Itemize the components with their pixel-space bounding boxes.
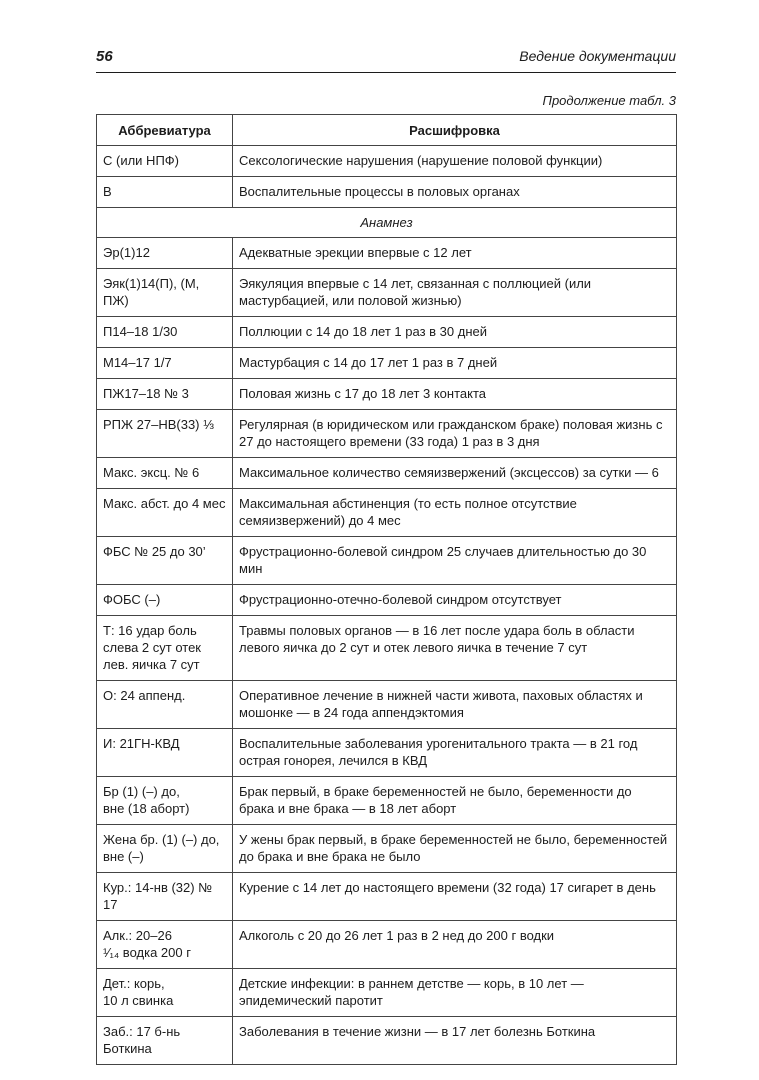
table-row xyxy=(97,729,677,777)
table-row xyxy=(97,873,677,921)
abbreviation-cell: Алк.: 20–26 ¹⁄₁₄ водка 200 г xyxy=(97,921,233,969)
table-row xyxy=(97,146,677,177)
meaning-cell: Регулярная (в юридическом или гражданском браке) половая жизнь с 27 до настоящего времени (33 года) 1 раз в 3 дня xyxy=(233,410,677,458)
meaning-cell: Половая жизнь с 17 до 18 лет 3 контакта xyxy=(233,379,677,410)
table-row xyxy=(97,379,677,410)
table-row xyxy=(97,921,677,969)
meaning-cell: Максимальное количество семяизвержений (эксцессов) за сутки — 6 xyxy=(233,458,677,489)
meaning-cell: Детские инфекции: в раннем детстве — корь, в 10 лет — эпидемический паротит xyxy=(233,969,677,1017)
table-row xyxy=(97,317,677,348)
section-row xyxy=(97,208,677,238)
meaning-cell: Мастурбация с 14 до 17 лет 1 раз в 7 дней xyxy=(233,348,677,379)
meaning-cell: Воспалительные процессы в половых органах xyxy=(233,177,677,208)
meaning-cell: Брак первый, в браке беременностей не было, беременности до брака и вне брака — в 18 лет аборт xyxy=(233,777,677,825)
meaning-cell: Эякуляция впервые с 14 лет, связанная с поллюцией (или мастурбацией, или половой жизнью) xyxy=(233,269,677,317)
meaning-cell: Заболевания в течение жизни — в 17 лет болезнь Боткина xyxy=(233,1017,677,1065)
table-row xyxy=(97,489,677,537)
table-row xyxy=(97,458,677,489)
table-row xyxy=(97,825,677,873)
abbreviation-cell: Макс. эксц. № 6 xyxy=(97,458,233,489)
abbreviation-cell: Эр(1)12 xyxy=(97,238,233,269)
meaning-cell: Алкоголь с 20 до 26 лет 1 раз в 2 нед до 200 г водки xyxy=(233,921,677,969)
abbreviation-cell: ФОБС (–) xyxy=(97,585,233,616)
abbreviation-cell: Дет.: корь, 10 л свинка xyxy=(97,969,233,1017)
section-title: Анамнез xyxy=(97,208,677,238)
meaning-cell: Курение с 14 лет до настоящего времени (32 года) 17 сигарет в день xyxy=(233,873,677,921)
abbreviation-cell: ФБС № 25 до 30’ xyxy=(97,537,233,585)
column-header-abbreviation: Аббревиатура xyxy=(97,115,233,146)
column-header-meaning: Расшифровка xyxy=(233,115,677,146)
abbreviation-cell: П14–18 1/30 xyxy=(97,317,233,348)
table-row xyxy=(97,348,677,379)
abbreviation-cell: Эяк(1)14(П), (М, ПЖ) xyxy=(97,269,233,317)
meaning-cell: Фрустрационно-отечно-болевой синдром отсутствует xyxy=(233,585,677,616)
abbreviation-cell: О: 24 аппенд. xyxy=(97,681,233,729)
table-row xyxy=(97,969,677,1017)
abbreviation-cell: Заб.: 17 б-нь Боткина xyxy=(97,1017,233,1065)
running-title: Ведение документации xyxy=(519,48,676,64)
meaning-cell: Адекватные эрекции впервые с 12 лет xyxy=(233,238,677,269)
table-row xyxy=(97,681,677,729)
header-rule xyxy=(96,72,676,73)
abbreviation-cell: И: 21ГН-КВД xyxy=(97,729,233,777)
abbreviation-table xyxy=(96,114,677,1065)
table-row xyxy=(97,537,677,585)
page-number: 56 xyxy=(96,48,113,65)
table-row xyxy=(97,585,677,616)
table-row xyxy=(97,177,677,208)
abbreviation-cell: Жена бр. (1) (–) до, вне (–) xyxy=(97,825,233,873)
meaning-cell: Максимальная абстиненция (то есть полное отсутствие семяизвержений) до 4 мес xyxy=(233,489,677,537)
table-row xyxy=(97,777,677,825)
table-row xyxy=(97,616,677,681)
table-row xyxy=(97,238,677,269)
abbreviation-cell: С (или НПФ) xyxy=(97,146,233,177)
meaning-cell: Фрустрационно-болевой синдром 25 случаев длительностью до 30 мин xyxy=(233,537,677,585)
meaning-cell: Поллюции с 14 до 18 лет 1 раз в 30 дней xyxy=(233,317,677,348)
table-row xyxy=(97,269,677,317)
abbreviation-cell: Кур.: 14-нв (32) № 17 xyxy=(97,873,233,921)
table-header-row xyxy=(97,115,677,146)
abbreviation-cell: РПЖ 27–НВ(33) ⅓ xyxy=(97,410,233,458)
meaning-cell: Травмы половых органов — в 16 лет после удара боль в области левого яичка до 2 сут и отек левого яичка в течение 7 сут xyxy=(233,616,677,681)
meaning-cell: Воспалительные заболевания урогенитального тракта — в 21 год острая гонорея, лечился в КВД xyxy=(233,729,677,777)
table-continuation-label: Продолжение табл. 3 xyxy=(542,93,676,108)
abbreviation-cell: ПЖ17–18 № 3 xyxy=(97,379,233,410)
abbreviation-cell: М14–17 1/7 xyxy=(97,348,233,379)
meaning-cell: У жены брак первый, в браке беременностей не было, беременностей до брака и вне брака не было xyxy=(233,825,677,873)
table-row xyxy=(97,410,677,458)
table-row xyxy=(97,1017,677,1065)
meaning-cell: Сексологические нарушения (нарушение половой функции) xyxy=(233,146,677,177)
abbreviation-cell: В xyxy=(97,177,233,208)
abbreviation-cell: Бр (1) (–) до, вне (18 аборт) xyxy=(97,777,233,825)
abbreviation-cell: Макс. абст. до 4 мес xyxy=(97,489,233,537)
abbreviation-cell: Т: 16 удар боль слева 2 сут отек лев. яичка 7 сут xyxy=(97,616,233,681)
meaning-cell: Оперативное лечение в нижней части живота, паховых областях и мошонке — в 24 года аппендэктомия xyxy=(233,681,677,729)
